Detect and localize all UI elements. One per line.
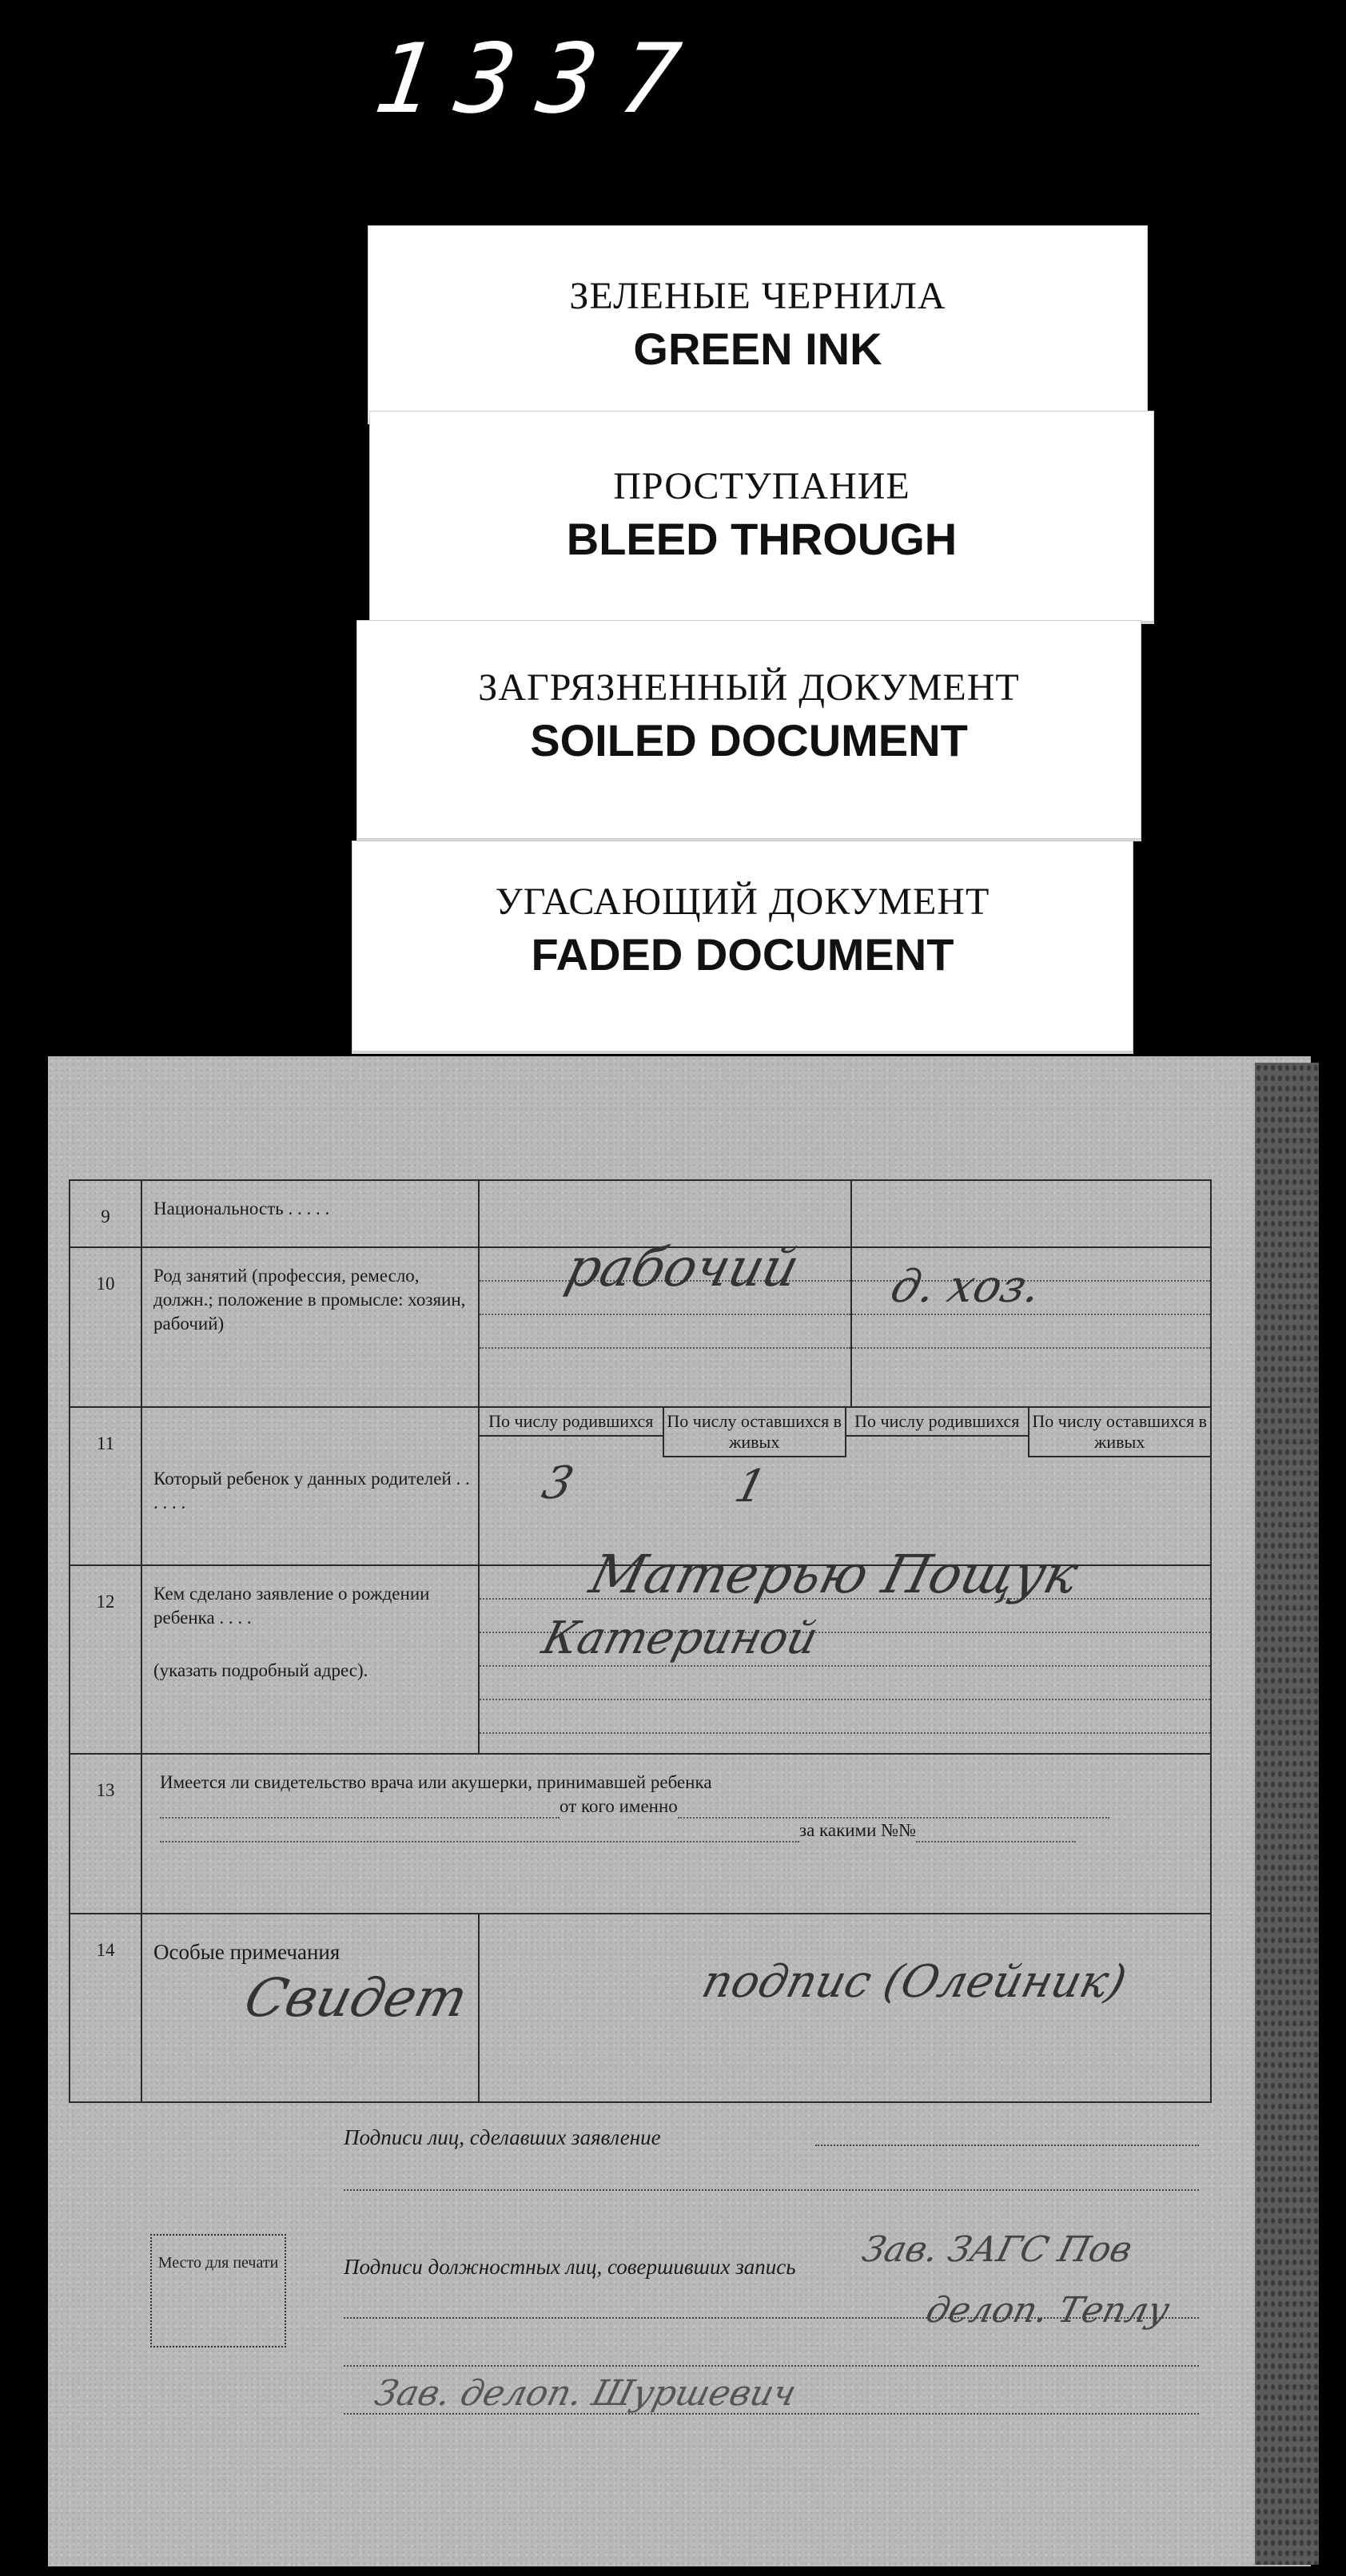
handwritten-official-1: Зав. ЗАГС Пов [858,2229,1137,2270]
official-signatures-label: Подписи должностных лиц, совершивших запись [344,2255,796,2279]
handwritten-born-count: 3 [537,1457,579,1509]
doctor-certificate-question: Имеется ли свидетельство врача или акушерки, принимавшей ребенка от кого именно за какими №№ [141,1754,1211,1914]
handwritten-official-3: Зав. делоп. Шуршевич [370,2373,801,2414]
signature-line [815,2145,1199,2146]
signature-line [344,2189,1199,2191]
signature-line [344,2365,1199,2367]
row-number: 10 [70,1247,141,1407]
row-label: Национальность . . . . . [141,1180,479,1247]
row-number: 9 [70,1180,141,1247]
row-number: 11 [70,1407,141,1565]
value-cell [851,1247,1211,1407]
label-en: FADED DOCUMENT [531,929,954,980]
form-row-14 [70,1914,1211,2102]
label-ru: УГАСАЮЩИЙ ДОКУМЕНТ [495,881,990,923]
label-ru: ЗЕЛЕНЫЕ ЧЕРНИЛА [569,275,946,317]
row-number: 12 [70,1565,141,1754]
value-cell [851,1180,1211,1247]
handwritten-applicant-name: Катериной [537,1612,823,1664]
label-card-green-ink [368,225,1148,422]
label-ru: ПРОСТУПАНИЕ [613,465,910,507]
registration-form [69,1179,1212,2103]
form-row-11 [70,1407,1211,1565]
label-card-faded-document [352,841,1133,1051]
subcol-alive-2: По числу оставшихся в живых [1028,1408,1211,1457]
form-row-13 [70,1754,1211,1914]
row-label: Кем сделано заявление о рождении ребенка . . . . (указать подробный адрес). [141,1565,479,1754]
handwritten-alive-count: 1 [729,1461,771,1513]
subcol-born-2: По числу родившихся [845,1408,1028,1457]
label-card-bleed-through [369,411,1154,622]
label-en: SOILED DOCUMENT [530,715,968,765]
sheet-damaged-edge [1255,1063,1319,2565]
handwritten-position: д. хоз. [886,1261,1046,1313]
subcol-born: По числу родившихся 3 [480,1408,663,1457]
label-en: GREEN INK [633,324,882,374]
handwritten-applicant: Матерью Пощук [583,1544,1085,1605]
label-card-soiled-document [356,620,1141,839]
label-ru: ЗАГРЯЗНЕННЫЙ ДОКУМЕНТ [478,666,1020,709]
form-row-10 [70,1247,1211,1407]
frame-number: 1337 [368,24,711,135]
value-cell [479,1237,851,1407]
row-label: Род занятий (профессия, ремесло, должн.; положение в промысле: хозяин, рабочий) [141,1247,479,1407]
row-number: 13 [70,1754,141,1914]
applicant-signatures-label: Подписи лиц, сделавших заявление [344,2125,661,2149]
handwritten-note: Свидет [238,1967,474,2029]
value-cell [479,1914,1211,2102]
row-label: Который ребенок у данных родителей . . . . . . [141,1407,479,1565]
subcol-alive: По числу оставшихся в живых 1 [663,1408,846,1457]
handwritten-remarks: подпис (Олейник) [697,1956,1132,2008]
value-cell [479,1544,1211,1754]
handwritten-official-2: делоп. Теплу [922,2290,1174,2331]
label-en: BLEED THROUGH [566,514,958,564]
row-label: Особые примечания Свидет [141,1914,479,2102]
form-row-12 [70,1565,1211,1754]
row-number: 14 [70,1914,141,2102]
seal-placeholder: Место для печати [150,2234,286,2347]
child-order-grid [479,1407,1211,1565]
handwritten-occupation: рабочий [560,1237,806,1298]
